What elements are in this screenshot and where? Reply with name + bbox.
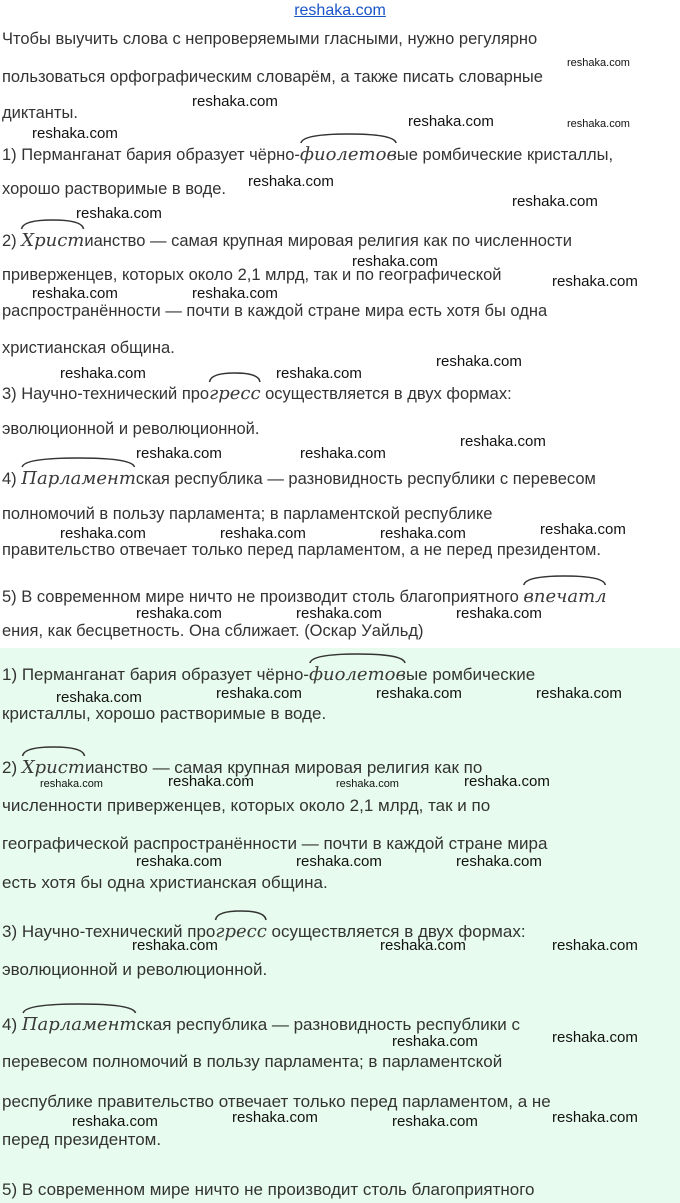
- watermark: reshaka.com: [540, 521, 626, 538]
- watermark: reshaka.com: [456, 853, 542, 870]
- text-part: ые ромбические кристаллы,: [396, 146, 614, 164]
- task-sentence-2-line-3: распространённости — почти в каждой стране мира есть хотя бы одна: [2, 302, 548, 320]
- watermark: reshaka.com: [336, 778, 399, 790]
- root-text: Парламент: [21, 468, 136, 489]
- highlighted-root: [21, 468, 136, 489]
- highlighted-root: [300, 144, 397, 165]
- task-sentence-1: [2, 144, 613, 165]
- watermark: reshaka.com: [552, 273, 638, 290]
- text-part: 5) В современном мире ничто не производит столь благоприятного: [2, 588, 524, 606]
- root-text: Парламент: [21, 1014, 137, 1035]
- watermark: reshaka.com: [392, 1033, 478, 1050]
- root-text: фиолетов: [308, 664, 406, 685]
- watermark: reshaka.com: [552, 1029, 638, 1046]
- highlighted-root: [21, 230, 84, 251]
- watermark: reshaka.com: [32, 285, 118, 302]
- watermark: reshaka.com: [552, 937, 638, 954]
- watermark: reshaka.com: [72, 1113, 158, 1130]
- task-sentence-4: [2, 468, 596, 489]
- answer-sentence-1-line-2: кристаллы, хорошо растворимые в воде.: [2, 704, 327, 723]
- watermark: reshaka.com: [192, 285, 278, 302]
- watermark: reshaka.com: [192, 93, 278, 110]
- text-part: 3) Научно-технический про: [2, 922, 216, 941]
- text-part: 4): [2, 470, 22, 488]
- answer-sentence-3-line-2: эволюционной и революционной.: [2, 960, 268, 979]
- text-part: ская республика — разновидность республики с перевесом: [135, 470, 596, 488]
- task-sentence-5-line-2: ения, как бесцветность. Она сближает. (Оскар Уайльд): [2, 622, 424, 640]
- highlighted-root: [523, 586, 606, 607]
- root-arc-icon: [309, 652, 406, 664]
- text-part: 3) Научно-технический про: [2, 385, 210, 403]
- watermark: reshaka.com: [276, 365, 362, 382]
- watermark: reshaka.com: [296, 853, 382, 870]
- watermark: reshaka.com: [436, 353, 522, 370]
- task-sentence-1-line-2: хорошо растворимые в воде.: [2, 180, 226, 198]
- root-arc-icon: [209, 371, 260, 383]
- watermark: reshaka.com: [248, 173, 334, 190]
- watermark: reshaka.com: [300, 445, 386, 462]
- text-part: ианство — самая крупная мировая религия как по: [84, 758, 483, 777]
- root-text: гресс: [209, 383, 261, 404]
- root-text: Христ: [21, 757, 85, 778]
- task-sentence-4-line-3: правительство отвечает только перед парламентом, а не перед президентом.: [2, 541, 601, 559]
- root-text: гресс: [215, 921, 267, 942]
- highlighted-root: [22, 757, 85, 778]
- task-sentence-5: [2, 586, 607, 607]
- watermark: reshaka.com: [456, 605, 542, 622]
- text-part: осуществляется в двух формах:: [266, 922, 526, 941]
- answer-sentence-4-line-3: республике правительство отвечает только перед парламентом, а не: [2, 1092, 551, 1111]
- watermark: reshaka.com: [220, 525, 306, 542]
- text-part: 1) Перманганат бария образует чёрно-: [2, 146, 300, 164]
- watermark: reshaka.com: [352, 253, 438, 270]
- watermark: reshaka.com: [60, 365, 146, 382]
- highlighted-root: [215, 921, 266, 942]
- watermark: reshaka.com: [512, 193, 598, 210]
- intro-line-2: пользоваться орфографическим словарём, а также писать словарные: [2, 68, 543, 86]
- watermark: reshaka.com: [136, 853, 222, 870]
- task-sentence-2: [2, 230, 572, 251]
- root-arc-icon: [22, 745, 85, 757]
- answer-sentence-4-line-4: перед президентом.: [2, 1130, 162, 1149]
- watermark: reshaka.com: [464, 773, 550, 790]
- text-part: ые ромбические: [405, 665, 536, 684]
- watermark: reshaka.com: [32, 125, 118, 142]
- watermark: reshaka.com: [567, 57, 630, 69]
- watermark: reshaka.com: [380, 525, 466, 542]
- watermark: reshaka.com: [552, 1109, 638, 1126]
- answer-sentence-2-line-4: есть хотя бы одна христианская община.: [2, 873, 328, 892]
- task-sentence-3-line-2: эволюционной и революционной.: [2, 420, 260, 438]
- watermark: reshaka.com: [60, 525, 146, 542]
- task-sentence-4-line-2: полномочий в пользу парламента; в парламентской республике: [2, 505, 493, 523]
- root-text: впечатл: [523, 586, 607, 607]
- watermark: reshaka.com: [216, 685, 302, 702]
- watermark: reshaka.com: [136, 445, 222, 462]
- watermark: reshaka.com: [296, 605, 382, 622]
- watermark: reshaka.com: [40, 778, 103, 790]
- task-sentence-2-line-4: христианская община.: [2, 339, 175, 357]
- watermark: reshaka.com: [136, 605, 222, 622]
- site-title-link[interactable]: reshaka.com: [294, 2, 386, 19]
- answer-sentence-4-line-2: перевесом полномочий в пользу парламента; в парламентской: [2, 1052, 503, 1071]
- text-part: 4): [2, 1015, 22, 1034]
- highlighted-root: [22, 1014, 137, 1035]
- text-part: ианство — самая крупная мировая религия как по численности: [84, 232, 572, 250]
- root-arc-icon: [523, 574, 606, 586]
- answer-sentence-2-line-2: численности приверженцев, которых около 2,1 млрд, так и по: [2, 796, 491, 815]
- text-part: осуществляется в двух формах:: [260, 385, 512, 403]
- watermark: reshaka.com: [56, 689, 142, 706]
- intro-line-3: диктанты.: [2, 104, 78, 122]
- watermark: reshaka.com: [376, 685, 462, 702]
- root-text: Христ: [21, 230, 85, 251]
- highlighted-root: [309, 664, 406, 685]
- watermark: reshaka.com: [460, 433, 546, 450]
- text-part: 2): [2, 758, 22, 777]
- watermark: reshaka.com: [232, 1109, 318, 1126]
- root-arc-icon: [215, 909, 266, 921]
- watermark: reshaka.com: [392, 1113, 478, 1130]
- root-arc-icon: [300, 132, 397, 144]
- text-part: 2): [2, 232, 22, 250]
- watermark: reshaka.com: [408, 113, 494, 130]
- answer-sentence-1: [2, 664, 535, 685]
- root-arc-icon: [21, 456, 136, 468]
- highlighted-root: [209, 383, 260, 404]
- intro-line-1: Чтобы выучить слова с непроверяемыми гласными, нужно регулярно: [2, 30, 538, 48]
- task-sentence-3: [2, 383, 512, 404]
- watermark: reshaka.com: [380, 937, 466, 954]
- text-part: 1) Перманганат бария образует чёрно-: [2, 665, 309, 684]
- watermark: reshaka.com: [536, 685, 622, 702]
- task-sentence-2-line-2: приверженцев, которых около 2,1 млрд, так и по географической: [2, 266, 502, 284]
- answer-sentence-4: [2, 1014, 520, 1035]
- root-text: фиолетов: [299, 144, 397, 165]
- watermark: reshaka.com: [567, 118, 630, 130]
- watermark: reshaka.com: [168, 773, 254, 790]
- text-part: ская республика — разновидность республики с: [136, 1015, 520, 1034]
- root-arc-icon: [21, 218, 84, 230]
- watermark: reshaka.com: [76, 205, 162, 222]
- watermark: reshaka.com: [132, 937, 218, 954]
- answer-sentence-2-line-3: географической распространённости — почти в каждой стране мира: [2, 834, 548, 853]
- answer-sentence-5: 5) В современном мире ничто не производит столь благоприятного: [2, 1180, 535, 1199]
- root-arc-icon: [22, 1002, 137, 1014]
